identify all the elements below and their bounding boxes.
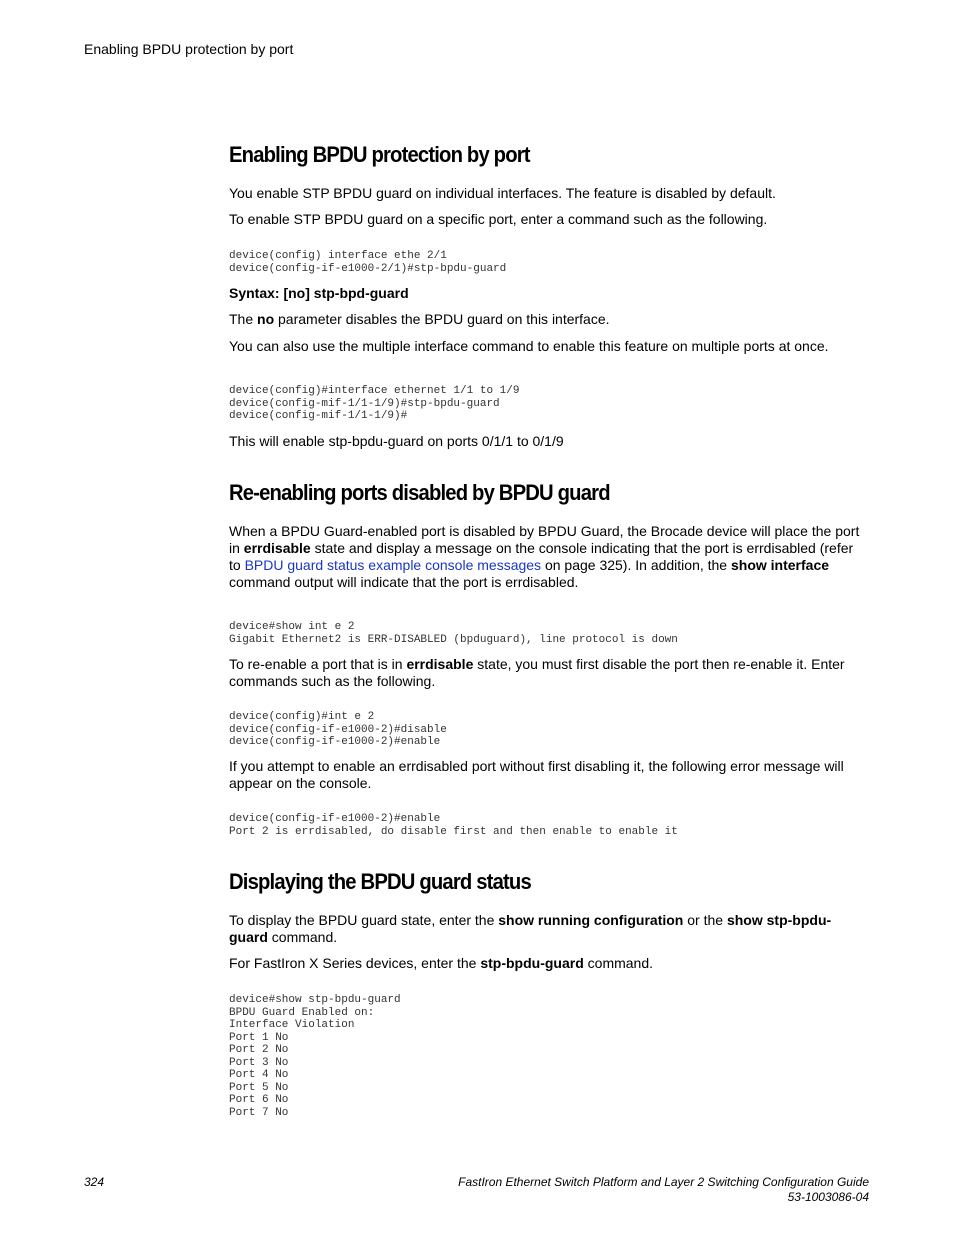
bold-term: no	[257, 311, 275, 327]
bold-term: show stp-bpdu-guard	[229, 912, 832, 945]
text: parameter disables the BPDU guard on this interface.	[274, 311, 610, 327]
paragraph	[229, 656, 867, 690]
paragraph	[229, 955, 867, 972]
code-block: device#show int e 2 Gigabit Ethernet2 is ERR-DISABLED (bpduguard), line protocol is down	[229, 621, 678, 646]
paragraph	[229, 523, 867, 591]
code-block: device#show stp-bpdu-guard BPDU Guard Enabled on: Interface Violation Port 1 No Port 2 No Port 3 No Port 4 No Port 5 No Port 6 No Port 7 No	[229, 994, 401, 1119]
syntax-line: Syntax: [no] stp-bpd-guard	[229, 285, 409, 301]
text: state, you must first disable the port then re-enable it. Enter commands such as the following.	[229, 656, 845, 689]
bold-term: show interface	[731, 557, 830, 573]
section-heading-re-enabling: Re-enabling ports disabled by BPDU guard	[229, 480, 610, 505]
text: command output will indicate that the port is errdisabled.	[229, 574, 579, 590]
code-block: device(config)#interface ethernet 1/1 to 1/9 device(config-mif-1/1-1/9)#stp-bpdu-guard device(config-mif-1/1-1/9)#	[229, 385, 520, 422]
paragraph	[229, 311, 867, 328]
text: For FastIron X Series devices, enter the	[229, 955, 481, 971]
section-heading-enabling-bpdu: Enabling BPDU protection by port	[229, 142, 530, 167]
text: command.	[583, 955, 654, 971]
paragraph	[229, 912, 867, 946]
bold-term: errdisable	[243, 540, 311, 556]
guide-title: FastIron Ethernet Switch Platform and Layer 2 Switching Configuration Guide	[458, 1175, 869, 1189]
footer-info	[458, 1175, 869, 1205]
text: The	[229, 311, 258, 327]
text: on page 325). In addition, the	[541, 557, 731, 573]
document-number: 53-1003086-04	[787, 1190, 869, 1204]
code-block: device(config)#int e 2 device(config-if-e1000-2)#disable device(config-if-e1000-2)#enable	[229, 711, 447, 748]
section-heading-displaying-status: Displaying the BPDU guard status	[229, 869, 531, 894]
text: To display the BPDU guard state, enter the	[229, 912, 499, 928]
running-header: Enabling BPDU protection by port	[84, 41, 294, 57]
paragraph: You can also use the multiple interface command to enable this feature on multiple ports at once.	[229, 338, 829, 354]
text: state and display a message on the console indicating that the port is errdisabled (refer to	[229, 540, 854, 573]
code-block: device(config-if-e1000-2)#enable Port 2 is errdisabled, do disable first and then enable to enable it	[229, 813, 678, 838]
cross-reference-link[interactable]: BPDU guard status example console messages	[244, 557, 542, 573]
paragraph: To enable STP BPDU guard on a specific port, enter a command such as the following.	[229, 211, 768, 227]
bold-term: errdisable	[406, 656, 474, 672]
paragraph: You enable STP BPDU guard on individual interfaces. The feature is disabled by default.	[229, 185, 776, 201]
bold-term: stp-bpdu-guard	[480, 955, 584, 971]
code-block: device(config) interface ethe 2/1 device(config-if-e1000-2/1)#stp-bpdu-guard	[229, 250, 507, 275]
page-number: 324	[84, 1175, 105, 1189]
text: or the	[683, 912, 727, 928]
paragraph: This will enable stp-bpdu-guard on ports 0/1/1 to 0/1/9	[229, 433, 564, 449]
text: When a BPDU Guard-enabled port is disabled by BPDU Guard, the Brocade device will place the port in	[229, 523, 860, 556]
text: command.	[267, 929, 338, 945]
paragraph: If you attempt to enable an errdisabled port without first disabling it, the following error message will appear on the console.	[229, 758, 844, 791]
text: To re-enable a port that is in	[229, 656, 407, 672]
bold-term: show running configuration	[498, 912, 684, 928]
